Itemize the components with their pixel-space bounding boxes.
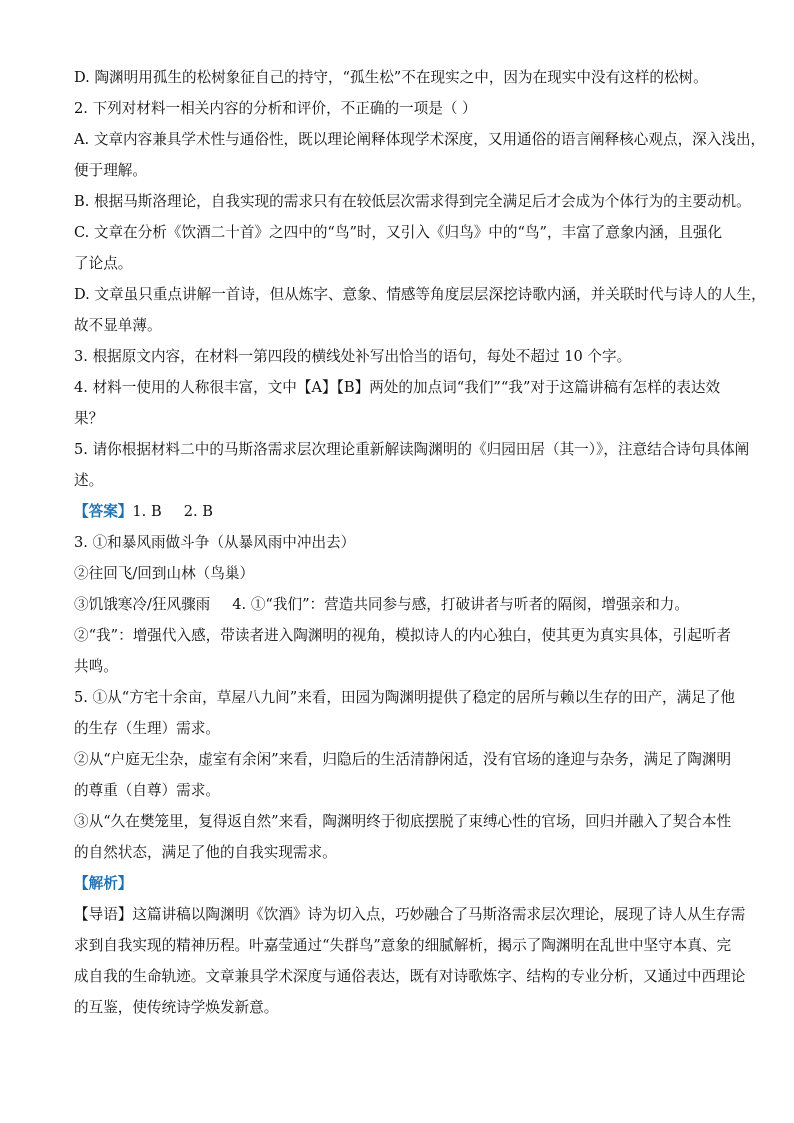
option-a-line1: A. 文章内容兼具学术性与通俗性，既以理论阐释体现学术深度，又用通俗的语言阐释核心观点，深入浅出， [74,131,766,148]
answer-4-part2-line1: ②“我”：增强代入感，带读者进入陶渊明的视角，模拟诗人的内心独白，使其更为真实具体，引起听者 [74,627,732,644]
answer-5-part1-line2: 的生存（生理）需求。 [74,720,220,737]
intro-line4: 的互鉴，使传统诗学焕发新意。 [74,999,279,1016]
answer-3-line2: ②往回飞/回到山林（鸟巢） [74,565,255,582]
question-3: 3. 根据原文内容，在材料一第四段的横线处补写出恰当的语句，每处不超过 10 个字。 [74,348,632,365]
option-d-line1: D. 文章虽只重点讲解一首诗，但从炼字、意象、情感等角度层层深挖诗歌内涵，并关联时代与诗人的人生， [74,286,766,303]
answer-5-part2-line2: 的尊重（自尊）需求。 [74,782,220,799]
question-2 [74,93,724,124]
answer-tag: 【答案】 [74,503,133,520]
option-d-q1: D. 陶渊明用孤生的松树象征自己的持守，“孤生松”不在现实之中，因为在现实中没有这样的松树。 [74,69,708,86]
intro-line3: 成自我的生命轨迹。文章兼具学术深度与通俗表达，既有对诗歌炼字、结构的专业分析，又通过中西理论 [74,968,746,985]
answer-5-part3-line2: 的自然状态，满足了他的自我实现需求。 [74,844,337,861]
intro-tag: 【导语】 [74,906,133,923]
question-5-line1: 5. 请你根据材料二中的马斯洛需求层次理论重新解读陶渊明的《归园田居（其一）》，注意结合诗句具体阐 [74,441,750,458]
intro-line2: 求到自我实现的精神历程。叶嘉莹通过“失群鸟”意象的细腻解析，揭示了陶渊明在乱世中坚守本真、完 [74,937,732,954]
question-4-line2: 果？ [74,410,104,427]
intro-text-start: 这篇讲稿以陶渊明《饮酒》诗为切入点，巧妙融合了马斯洛需求层次理论，展现了诗人从生存需 [132,906,746,923]
answer-line [74,496,724,527]
answer-3-4-line [74,589,724,620]
document-page [74,62,766,1023]
analysis-tag: 【解析】 [74,875,133,892]
question-5-line2: 述。 [74,472,104,489]
intro-line1 [74,899,746,930]
option-b: B. 根据马斯洛理论，自我实现的需求只有在较低层次需求得到完全满足后才会成为个体行为的主要动机。 [74,193,751,210]
option-c-line1: C. 文章在分析《饮酒二十首》之四中的“鸟”时，又引入《归鸟》中的“鸟”，丰富了意象内涵，且强化 [74,224,723,241]
answer-5-part1-line1: 5. ①从“方宅十余亩，草屋八九间”来看，田园为陶渊明提供了稳定的居所与赖以生存的田产，满足了他 [74,689,736,706]
answer-1: 1. B [132,503,162,520]
analysis-heading [74,868,724,899]
answer-3-part3: ③饥饿寒冷/狂风骤雨 [74,596,211,613]
option-d-line2: 故不显单薄。 [74,317,162,334]
answer-5-part2-line1: ②从“户庭无尘杂，虚室有余闲”来看，归隐后的生活清静闲适，没有官场的逢迎与杂务，满足了陶渊明 [74,751,732,768]
answer-4-part1: 4. ①“我们”：营造共同参与感，打破讲者与听者的隔阂，增强亲和力。 [232,596,689,613]
answer-2: 2. B [183,503,213,520]
question-4-line1: 4. 材料一使用的人称很丰富，文中【A】【B】两处的加点词“我们”“我”对于这篇讲稿有怎样的表达效 [74,379,721,396]
answer-5-part3-line1: ③从“久在樊笼里，复得返自然”来看，陶渊明终于彻底摆脱了束缚心性的官场，回归并融入了契合本性 [74,813,732,830]
option-c-line2: 了论点。 [74,255,133,272]
answer-4-part2-line2: 共鸣。 [74,658,118,675]
question-2-text: 2. 下列对材料一相关内容的分析和评价，不正确的一项是（ ） [74,100,477,117]
option-a-line2: 便于理解。 [74,162,147,179]
answer-3-line1: 3. ①和暴风雨做斗争（从暴风雨中冲出去） [74,534,356,551]
